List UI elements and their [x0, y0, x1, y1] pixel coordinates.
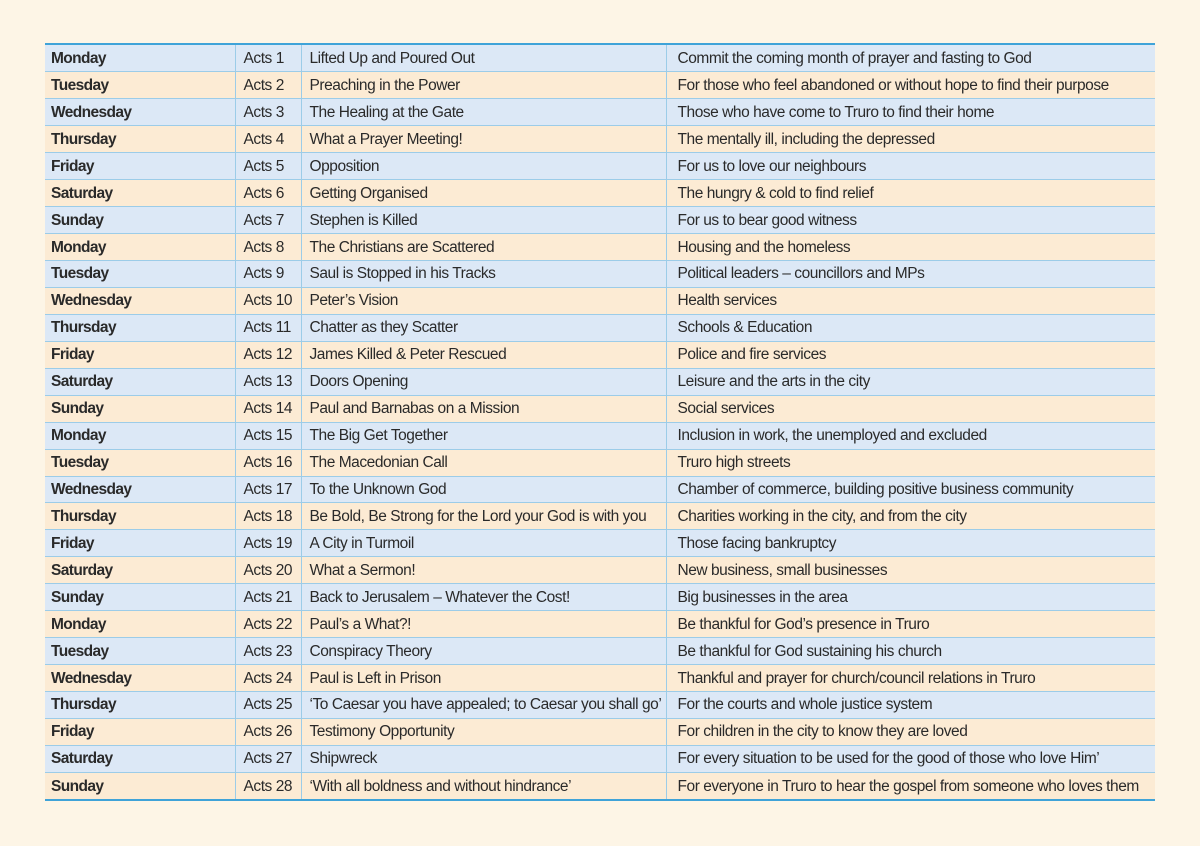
- table-row: [45, 718, 1155, 745]
- day-cell: Friday: [45, 718, 235, 745]
- title-cell: Be Bold, Be Strong for the Lord your God is with you: [301, 503, 666, 530]
- reference-cell: Acts 11: [235, 314, 301, 341]
- day-cell: Saturday: [45, 557, 235, 584]
- prayer-focus-cell: For us to love our neighbours: [666, 153, 1155, 180]
- title-cell: ‘To Caesar you have appealed; to Caesar you shall go’: [301, 692, 666, 719]
- prayer-focus-cell: Charities working in the city, and from the city: [666, 503, 1155, 530]
- prayer-focus-cell: Chamber of commerce, building positive business community: [666, 476, 1155, 503]
- table-row: [45, 422, 1155, 449]
- day-cell: Tuesday: [45, 72, 235, 99]
- table-row: [45, 72, 1155, 99]
- day-cell: Sunday: [45, 772, 235, 799]
- table-row: [45, 638, 1155, 665]
- table-row: [45, 395, 1155, 422]
- day-cell: Saturday: [45, 180, 235, 207]
- reference-cell: Acts 8: [235, 234, 301, 261]
- title-cell: Peter’s Vision: [301, 287, 666, 314]
- day-cell: Tuesday: [45, 449, 235, 476]
- reference-cell: Acts 18: [235, 503, 301, 530]
- title-cell: The Macedonian Call: [301, 449, 666, 476]
- prayer-schedule-table: [45, 43, 1155, 801]
- prayer-focus-cell: Those who have come to Truro to find their home: [666, 99, 1155, 126]
- reference-cell: Acts 14: [235, 395, 301, 422]
- day-cell: Sunday: [45, 207, 235, 234]
- prayer-focus-cell: Commit the coming month of prayer and fasting to God: [666, 45, 1155, 72]
- table-row: [45, 557, 1155, 584]
- title-cell: The Healing at the Gate: [301, 99, 666, 126]
- day-cell: Tuesday: [45, 638, 235, 665]
- reference-cell: Acts 4: [235, 126, 301, 153]
- prayer-focus-cell: For children in the city to know they are loved: [666, 718, 1155, 745]
- prayer-focus-cell: For every situation to be used for the good of those who love Him’: [666, 745, 1155, 772]
- day-cell: Friday: [45, 153, 235, 180]
- prayer-focus-cell: Thankful and prayer for church/council relations in Truro: [666, 665, 1155, 692]
- day-cell: Saturday: [45, 745, 235, 772]
- title-cell: Doors Opening: [301, 368, 666, 395]
- day-cell: Sunday: [45, 395, 235, 422]
- table-row: [45, 234, 1155, 261]
- table-row: [45, 341, 1155, 368]
- day-cell: Thursday: [45, 126, 235, 153]
- table-row: [45, 368, 1155, 395]
- day-cell: Saturday: [45, 368, 235, 395]
- title-cell: Paul is Left in Prison: [301, 665, 666, 692]
- table-row: [45, 503, 1155, 530]
- prayer-focus-cell: Police and fire services: [666, 341, 1155, 368]
- table-row: [45, 45, 1155, 72]
- reference-cell: Acts 19: [235, 530, 301, 557]
- title-cell: Testimony Opportunity: [301, 718, 666, 745]
- reference-cell: Acts 6: [235, 180, 301, 207]
- reference-cell: Acts 25: [235, 692, 301, 719]
- reference-cell: Acts 5: [235, 153, 301, 180]
- prayer-focus-cell: For us to bear good witness: [666, 207, 1155, 234]
- reference-cell: Acts 15: [235, 422, 301, 449]
- table-row: [45, 314, 1155, 341]
- reference-cell: Acts 1: [235, 45, 301, 72]
- reference-cell: Acts 9: [235, 261, 301, 288]
- title-cell: Back to Jerusalem – Whatever the Cost!: [301, 584, 666, 611]
- reference-cell: Acts 28: [235, 772, 301, 799]
- reference-cell: Acts 21: [235, 584, 301, 611]
- day-cell: Friday: [45, 341, 235, 368]
- title-cell: A City in Turmoil: [301, 530, 666, 557]
- table-row: [45, 261, 1155, 288]
- table-row: [45, 126, 1155, 153]
- title-cell: Paul’s a What?!: [301, 611, 666, 638]
- day-cell: Friday: [45, 530, 235, 557]
- reference-cell: Acts 17: [235, 476, 301, 503]
- day-cell: Sunday: [45, 584, 235, 611]
- title-cell: The Christians are Scattered: [301, 234, 666, 261]
- prayer-focus-cell: Social services: [666, 395, 1155, 422]
- day-cell: Wednesday: [45, 287, 235, 314]
- day-cell: Thursday: [45, 314, 235, 341]
- title-cell: James Killed & Peter Rescued: [301, 341, 666, 368]
- prayer-focus-cell: For those who feel abandoned or without hope to find their purpose: [666, 72, 1155, 99]
- reference-cell: Acts 26: [235, 718, 301, 745]
- prayer-focus-cell: New business, small businesses: [666, 557, 1155, 584]
- table-row: [45, 611, 1155, 638]
- day-cell: Tuesday: [45, 261, 235, 288]
- prayer-focus-cell: Health services: [666, 287, 1155, 314]
- title-cell: The Big Get Together: [301, 422, 666, 449]
- title-cell: Preaching in the Power: [301, 72, 666, 99]
- prayer-focus-cell: For the courts and whole justice system: [666, 692, 1155, 719]
- prayer-focus-cell: For everyone in Truro to hear the gospel from someone who loves them: [666, 772, 1155, 799]
- table-row: [45, 772, 1155, 799]
- prayer-focus-cell: Leisure and the arts in the city: [666, 368, 1155, 395]
- reference-cell: Acts 16: [235, 449, 301, 476]
- prayer-focus-cell: Be thankful for God’s presence in Truro: [666, 611, 1155, 638]
- title-cell: Paul and Barnabas on a Mission: [301, 395, 666, 422]
- reference-cell: Acts 20: [235, 557, 301, 584]
- prayer-focus-cell: Those facing bankruptcy: [666, 530, 1155, 557]
- title-cell: Saul is Stopped in his Tracks: [301, 261, 666, 288]
- table-row: [45, 584, 1155, 611]
- prayer-focus-cell: Be thankful for God sustaining his church: [666, 638, 1155, 665]
- reference-cell: Acts 13: [235, 368, 301, 395]
- reference-cell: Acts 24: [235, 665, 301, 692]
- day-cell: Monday: [45, 422, 235, 449]
- schedule-grid: [45, 45, 1155, 799]
- table-row: [45, 665, 1155, 692]
- title-cell: Stephen is Killed: [301, 207, 666, 234]
- table-row: [45, 449, 1155, 476]
- reference-cell: Acts 23: [235, 638, 301, 665]
- title-cell: Chatter as they Scatter: [301, 314, 666, 341]
- prayer-focus-cell: Inclusion in work, the unemployed and excluded: [666, 422, 1155, 449]
- reference-cell: Acts 7: [235, 207, 301, 234]
- day-cell: Monday: [45, 234, 235, 261]
- title-cell: What a Sermon!: [301, 557, 666, 584]
- table-row: [45, 530, 1155, 557]
- table-row: [45, 99, 1155, 126]
- day-cell: Wednesday: [45, 476, 235, 503]
- title-cell: Getting Organised: [301, 180, 666, 207]
- reference-cell: Acts 22: [235, 611, 301, 638]
- table-row: [45, 153, 1155, 180]
- day-cell: Thursday: [45, 692, 235, 719]
- reference-cell: Acts 27: [235, 745, 301, 772]
- prayer-focus-cell: Truro high streets: [666, 449, 1155, 476]
- prayer-focus-cell: The hungry & cold to find relief: [666, 180, 1155, 207]
- table-row: [45, 287, 1155, 314]
- day-cell: Wednesday: [45, 665, 235, 692]
- reference-cell: Acts 3: [235, 99, 301, 126]
- title-cell: To the Unknown God: [301, 476, 666, 503]
- day-cell: Monday: [45, 45, 235, 72]
- title-cell: ‘With all boldness and without hindrance’: [301, 772, 666, 799]
- table-row: [45, 207, 1155, 234]
- prayer-focus-cell: Housing and the homeless: [666, 234, 1155, 261]
- schedule-body: [45, 45, 1155, 799]
- prayer-focus-cell: The mentally ill, including the depressed: [666, 126, 1155, 153]
- table-row: [45, 180, 1155, 207]
- title-cell: Shipwreck: [301, 745, 666, 772]
- title-cell: Lifted Up and Poured Out: [301, 45, 666, 72]
- prayer-focus-cell: Political leaders – councillors and MPs: [666, 261, 1155, 288]
- table-row: [45, 745, 1155, 772]
- table-row: [45, 476, 1155, 503]
- prayer-focus-cell: Schools & Education: [666, 314, 1155, 341]
- title-cell: What a Prayer Meeting!: [301, 126, 666, 153]
- prayer-focus-cell: Big businesses in the area: [666, 584, 1155, 611]
- reference-cell: Acts 10: [235, 287, 301, 314]
- title-cell: Conspiracy Theory: [301, 638, 666, 665]
- reference-cell: Acts 2: [235, 72, 301, 99]
- reference-cell: Acts 12: [235, 341, 301, 368]
- day-cell: Wednesday: [45, 99, 235, 126]
- table-row: [45, 692, 1155, 719]
- day-cell: Thursday: [45, 503, 235, 530]
- title-cell: Opposition: [301, 153, 666, 180]
- day-cell: Monday: [45, 611, 235, 638]
